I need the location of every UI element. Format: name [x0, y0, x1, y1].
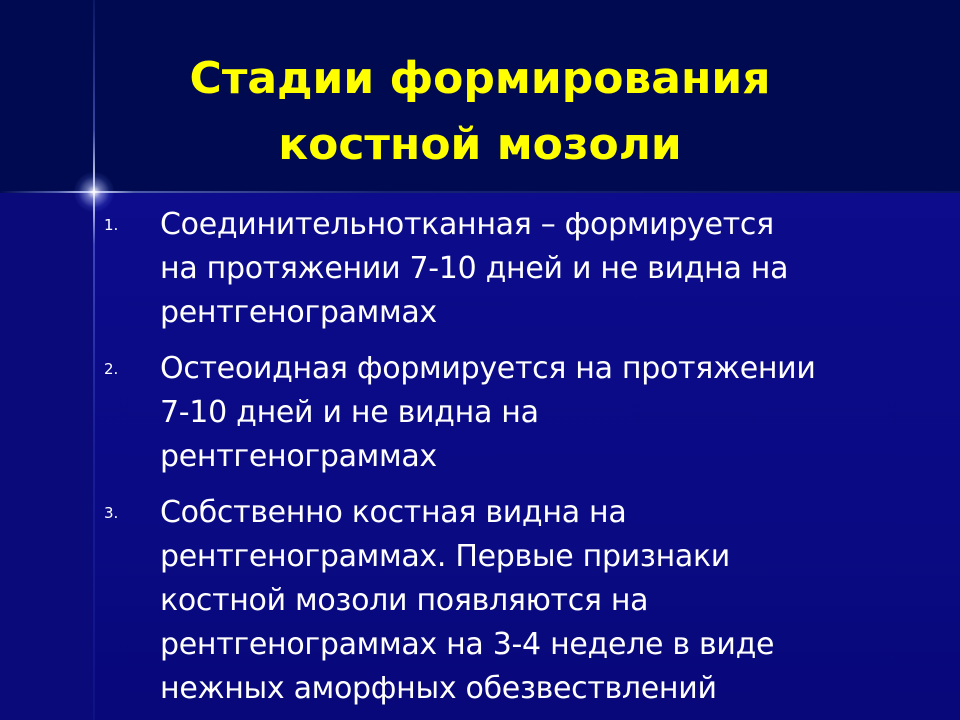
list-item-line: Соединительнотканная – формируется	[160, 207, 774, 242]
list-item-number: 2.	[104, 360, 119, 378]
list-item-line: Остеоидная формируется на протяжении	[160, 351, 816, 386]
list-item-line: на протяжении 7-10 дней и не видна на	[160, 251, 789, 286]
slide-title	[0, 46, 960, 178]
list-item-number: 1.	[104, 216, 119, 234]
list-item	[104, 491, 904, 711]
list-item-line: рентгенограммах	[160, 439, 437, 474]
list-item-text	[160, 347, 816, 479]
star-flare-horizontal-line	[0, 191, 960, 193]
list-item-number: 3.	[104, 504, 119, 522]
slide-title-line-2: костной мозоли	[278, 119, 682, 170]
list-item-line: рентгенограммах	[160, 295, 437, 330]
list-item-text	[160, 203, 788, 335]
list-item	[104, 203, 904, 335]
stages-list	[104, 203, 904, 720]
list-item-line: Собственно костная видна на	[160, 495, 627, 530]
slide-title-line-1: Стадии формирования	[189, 53, 771, 104]
list-item-line: 7-10 дней и не видна на	[160, 395, 539, 430]
list-item-text	[160, 491, 774, 711]
list-item-line: рентгенограммах на 3-4 неделе в виде	[160, 627, 775, 662]
list-item-line: нежных аморфных обезвествлений	[160, 671, 717, 706]
list-item	[104, 347, 904, 479]
list-item-line: рентгенограммах. Первые признаки	[160, 539, 730, 574]
left-strip	[0, 193, 94, 720]
list-item-line: костной мозоли появляются на	[160, 583, 649, 618]
